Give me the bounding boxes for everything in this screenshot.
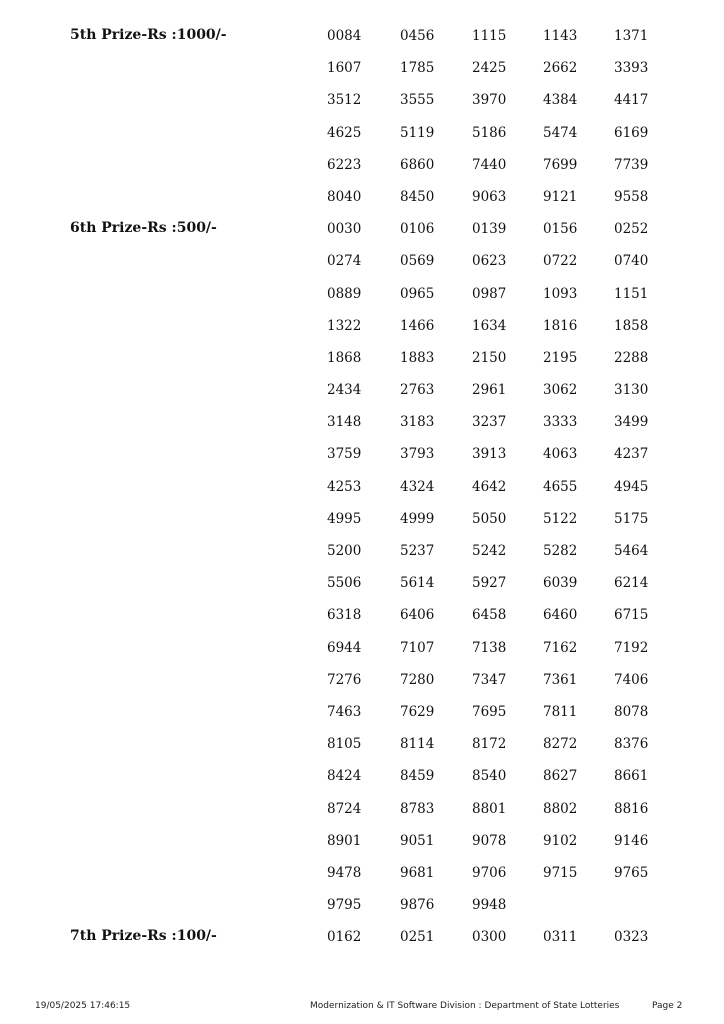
winning-number: 0030 [327,221,362,238]
footer-timestamp: 19/05/2025 17:46:15 [35,1001,131,1011]
winning-number: 8627 [543,768,578,785]
winning-number: 7162 [543,639,578,656]
winning-number: 9948 [472,897,507,914]
winning-number: 9681 [400,864,435,881]
prize-label: 6th Prize-Rs :500/- [70,220,217,237]
winning-number: 6169 [614,124,649,141]
prize-row [0,600,724,632]
winning-number: 8450 [400,188,435,205]
winning-number: 1607 [327,60,362,77]
winning-number: 0456 [400,28,435,44]
prize-row [0,246,724,278]
winning-number: 6406 [400,607,435,624]
winning-number: 0274 [327,253,362,270]
winning-number: 8114 [400,736,435,753]
winning-number: 7739 [614,156,649,173]
winning-number: 2288 [614,349,649,366]
winning-number: 3237 [472,414,507,431]
prize-row [0,633,724,665]
winning-number: 6214 [614,575,649,592]
footer-page-number: Page 2 [652,1001,683,1011]
winning-number: 9146 [614,832,649,849]
winning-number: 8105 [327,736,362,753]
winning-number: 7192 [614,639,649,656]
winning-number: 0740 [614,253,649,270]
winning-number: 0084 [327,28,362,44]
winning-number: 0156 [543,221,578,238]
winning-number: 4063 [543,446,578,463]
winning-number: 7463 [327,703,362,720]
winning-number: 0889 [327,285,362,302]
winning-number: 1093 [543,285,578,302]
winning-number: 0300 [472,929,507,946]
winning-number: 3793 [400,446,435,463]
winning-number: 8801 [472,800,507,817]
winning-number: 1868 [327,349,362,366]
winning-number: 0722 [543,253,578,270]
prize-row [0,407,724,439]
winning-number: 8272 [543,736,578,753]
winning-number: 0252 [614,221,649,238]
winning-number: 5122 [543,510,578,527]
winning-number: 8901 [327,832,362,849]
winning-number: 8783 [400,800,435,817]
winning-number: 3759 [327,446,362,463]
winning-number: 4417 [614,92,649,109]
prize-row [0,439,724,471]
winning-number: 9558 [614,188,649,205]
prize-row [0,826,724,858]
prize-row [0,504,724,536]
winning-number: 5464 [614,543,649,559]
winning-number: 9078 [472,832,507,849]
winning-number: 3393 [614,60,649,77]
winning-number: 6318 [327,607,362,624]
winning-number: 7629 [400,703,435,720]
winning-number: 8078 [614,703,649,720]
winning-number: 4995 [327,510,362,527]
winning-number: 6458 [472,607,507,624]
winning-number: 0965 [400,285,435,302]
prize-row [0,568,724,600]
winning-number: 6460 [543,607,578,624]
winning-number: 9765 [614,864,649,881]
winning-number: 7138 [472,639,507,656]
prize-row [0,311,724,343]
winning-number: 6944 [327,639,362,656]
winning-number: 3512 [327,92,362,109]
prize-row [0,536,724,568]
winning-number: 8172 [472,736,507,753]
winning-number: 6223 [327,156,362,173]
prize-row [0,53,724,85]
winning-number: 5927 [472,575,507,592]
winning-number: 5237 [400,543,435,559]
winning-number: 4253 [327,478,362,495]
winning-number: 0311 [543,929,578,946]
prize-results-table [0,21,724,954]
prize-row [0,182,724,214]
winning-number: 5474 [543,124,578,141]
winning-number: 2195 [543,349,578,366]
winning-number: 8816 [614,800,649,817]
winning-number: 9715 [543,864,578,881]
winning-number: 2662 [543,60,578,77]
prize-row [0,729,724,761]
footer-division: Modernization & IT Software Division : Department of State Lotteries [310,1001,620,1011]
winning-number: 8724 [327,800,362,817]
prize-row [0,858,724,890]
winning-number: 2150 [472,349,507,366]
winning-number: 0323 [614,929,649,946]
winning-number: 9876 [400,897,435,914]
winning-number: 0987 [472,285,507,302]
winning-number: 1634 [472,317,507,334]
winning-number: 7811 [543,703,578,720]
winning-number: 1883 [400,349,435,366]
winning-number: 5242 [472,543,507,559]
prize-label: 5th Prize-Rs :1000/- [70,27,227,43]
winning-number: 2961 [472,382,507,399]
winning-number: 8040 [327,188,362,205]
winning-number: 4945 [614,478,649,495]
winning-number: 9121 [543,188,578,205]
winning-number: 3970 [472,92,507,109]
winning-number: 9795 [327,897,362,914]
winning-number: 3183 [400,414,435,431]
prize-row [0,922,724,954]
winning-number: 0623 [472,253,507,270]
winning-number: 6860 [400,156,435,173]
winning-number: 7107 [400,639,435,656]
winning-number: 8424 [327,768,362,785]
winning-number: 2434 [327,382,362,399]
winning-number: 4237 [614,446,649,463]
prize-row [0,214,724,246]
winning-number: 5175 [614,510,649,527]
winning-number: 1143 [543,28,578,44]
winning-number: 2763 [400,382,435,399]
winning-number: 8661 [614,768,649,785]
winning-number: 4642 [472,478,507,495]
winning-number: 5614 [400,575,435,592]
winning-number: 3148 [327,414,362,431]
winning-number: 1151 [614,285,649,302]
winning-number: 7440 [472,156,507,173]
winning-number: 0251 [400,929,435,946]
winning-number: 0162 [327,929,362,946]
winning-number: 1785 [400,60,435,77]
winning-number: 3062 [543,382,578,399]
winning-number: 3913 [472,446,507,463]
winning-number: 7280 [400,671,435,688]
winning-number: 3130 [614,382,649,399]
winning-number: 5050 [472,510,507,527]
winning-number: 7695 [472,703,507,720]
prize-row [0,794,724,826]
prize-row [0,279,724,311]
winning-number: 8802 [543,800,578,817]
winning-number: 5119 [400,124,435,141]
winning-number: 1466 [400,317,435,334]
page-footer [0,998,724,1014]
winning-number: 7699 [543,156,578,173]
winning-number: 4999 [400,510,435,527]
winning-number: 4655 [543,478,578,495]
winning-number: 9102 [543,832,578,849]
winning-number: 9706 [472,864,507,881]
winning-number: 2425 [472,60,507,77]
winning-number: 0106 [400,221,435,238]
prize-row [0,21,724,53]
prize-row [0,697,724,729]
winning-number: 1115 [472,28,507,44]
winning-number: 3499 [614,414,649,431]
prize-row [0,343,724,375]
winning-number: 1858 [614,317,649,334]
winning-number: 1816 [543,317,578,334]
winning-number: 4625 [327,124,362,141]
prize-row [0,118,724,150]
winning-number: 6715 [614,607,649,624]
prize-row [0,890,724,922]
prize-label: 7th Prize-Rs :100/- [70,928,217,945]
winning-number: 9051 [400,832,435,849]
winning-number: 1371 [614,28,649,44]
winning-number: 4324 [400,478,435,495]
winning-number: 5282 [543,543,578,559]
winning-number: 7276 [327,671,362,688]
winning-number: 7347 [472,671,507,688]
winning-number: 9478 [327,864,362,881]
prize-row [0,375,724,407]
winning-number: 3333 [543,414,578,431]
winning-number: 0569 [400,253,435,270]
winning-number: 9063 [472,188,507,205]
winning-number: 0139 [472,221,507,238]
winning-number: 6039 [543,575,578,592]
winning-number: 4384 [543,92,578,109]
winning-number: 5506 [327,575,362,592]
winning-number: 7361 [543,671,578,688]
prize-row [0,85,724,117]
winning-number: 8540 [472,768,507,785]
winning-number: 7406 [614,671,649,688]
winning-number: 3555 [400,92,435,109]
winning-number: 8376 [614,736,649,753]
prize-row [0,150,724,182]
winning-number: 5200 [327,543,362,559]
winning-number: 5186 [472,124,507,141]
prize-row [0,472,724,504]
winning-number: 1322 [327,317,362,334]
prize-row [0,761,724,793]
prize-row [0,665,724,697]
winning-number: 8459 [400,768,435,785]
